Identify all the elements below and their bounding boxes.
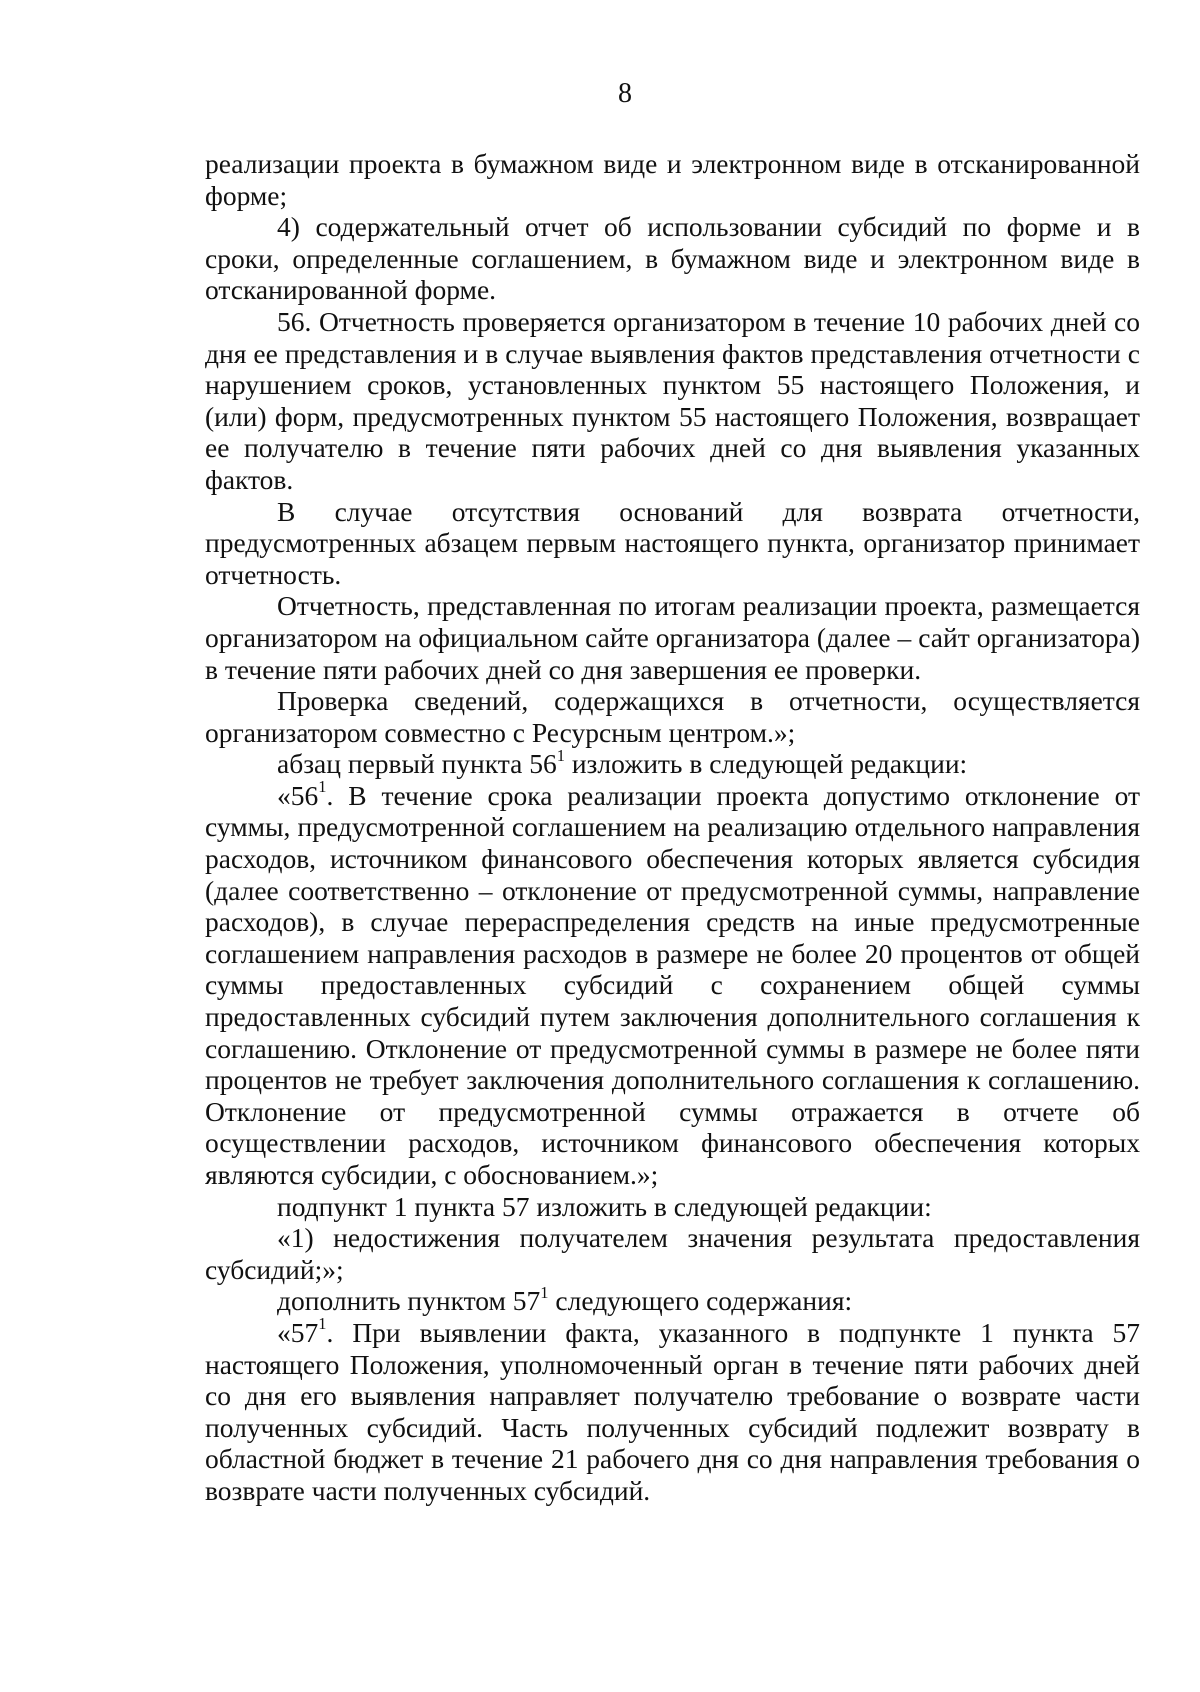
paragraph-amend-57: подпункт 1 пункта 57 изложить в следующей редакции: — [277, 1190, 932, 1222]
superscript: 1 — [556, 745, 565, 765]
paragraph-verification: Проверка сведений, содержащихся в отчетности, осуществляется организатором совместно с Ресурсным центром.»; — [205, 685, 1140, 748]
text-segment: абзац первый пункта 56 — [277, 748, 557, 780]
paragraph-amend-56-1 — [205, 745, 1140, 780]
text-segment: дополнить пунктом 57 — [277, 1285, 541, 1317]
document-body — [205, 148, 1140, 1507]
paragraph-clause-56-1 — [205, 777, 1140, 1191]
superscript: 1 — [318, 777, 327, 797]
text-segment: . В течение срока реализации проекта допустимо отклонение от суммы, предусмотренной соглашением на реализацию отдельного направления расходов, источником финансового обеспечения которых является субсидия (далее соответственно – отклонение от предусмотренной суммы, направление расходов), в случае перераспределения средств на иные предусмотренные соглашением направления расходов в размере не более 20 процентов от общей суммы предоставленных субсидий с сохранением общей суммы предоставленных субсидий путем заключения дополнительного соглашения к соглашению. Отклонение от предусмотренной суммы в размере не более пяти процентов не требует заключения дополнительного соглашения к соглашению. Отклонение от предусмотренной суммы отражается в отчете об осуществлении расходов, источником финансового обеспечения которых являются субсидии, с обоснованием.»; — [205, 779, 1140, 1190]
text-segment: . При выявлении факта, указанного в подпункте 1 пункта 57 настоящего Положения, уполномоченный орган в течение пяти рабочих дней со дня его выявления направляет получателю требование о возврате части полученных субсидий. Часть полученных субсидий подлежит возврату в областной бюджет в течение 21 рабочего дня со дня направления требования о возврате части полученных субсидий. — [205, 1316, 1140, 1506]
paragraph-clause-56: 56. Отчетность проверяется организатором в течение 10 рабочих дней со дня ее представления и в случае выявления фактов представления отчетности с нарушением сроков, установленных пунктом 55 настоящего Положения, и (или) форм, предусмотренных пунктом 55 настоящего Положения, возвращает ее получателю в течение пяти рабочих дней со дня выявления указанных фактов. — [205, 305, 1140, 495]
paragraph-item-4: 4) содержательный отчет об использовании субсидий по форме и в сроки, определенные соглашением, в бумажном виде и электронном виде в отсканированной форме. — [205, 211, 1140, 306]
page-number: 8 — [618, 78, 632, 109]
paragraph-no-grounds: В случае отсутствия оснований для возврата отчетности, предусмотренных абзацем первым настоящего пункта, организатор принимает отчетность. — [205, 495, 1140, 590]
text-segment: изложить в следующей редакции: — [564, 748, 968, 780]
superscript: 1 — [318, 1314, 327, 1334]
paragraph-clause-57-1 — [205, 1314, 1140, 1507]
paragraph-add-57-1 — [205, 1282, 1140, 1317]
paragraph-subclause-1: «1) недостижения получателем значения результата предоставления субсидий;»; — [205, 1222, 1140, 1285]
paragraph-continuation: реализации проекта в бумажном виде и электронном виде в отсканированной форме; — [205, 148, 1140, 211]
text-segment: «56 — [277, 779, 319, 811]
superscript: 1 — [540, 1282, 549, 1302]
text-segment: следующего содержания: — [548, 1285, 853, 1317]
paragraph-publication: Отчетность, представленная по итогам реализации проекта, размещается организатором на официальном сайте организатора (далее – сайт организатора) в течение пяти рабочих дней со дня завершения ее проверки. — [205, 590, 1140, 685]
text-segment: «57 — [277, 1316, 319, 1348]
